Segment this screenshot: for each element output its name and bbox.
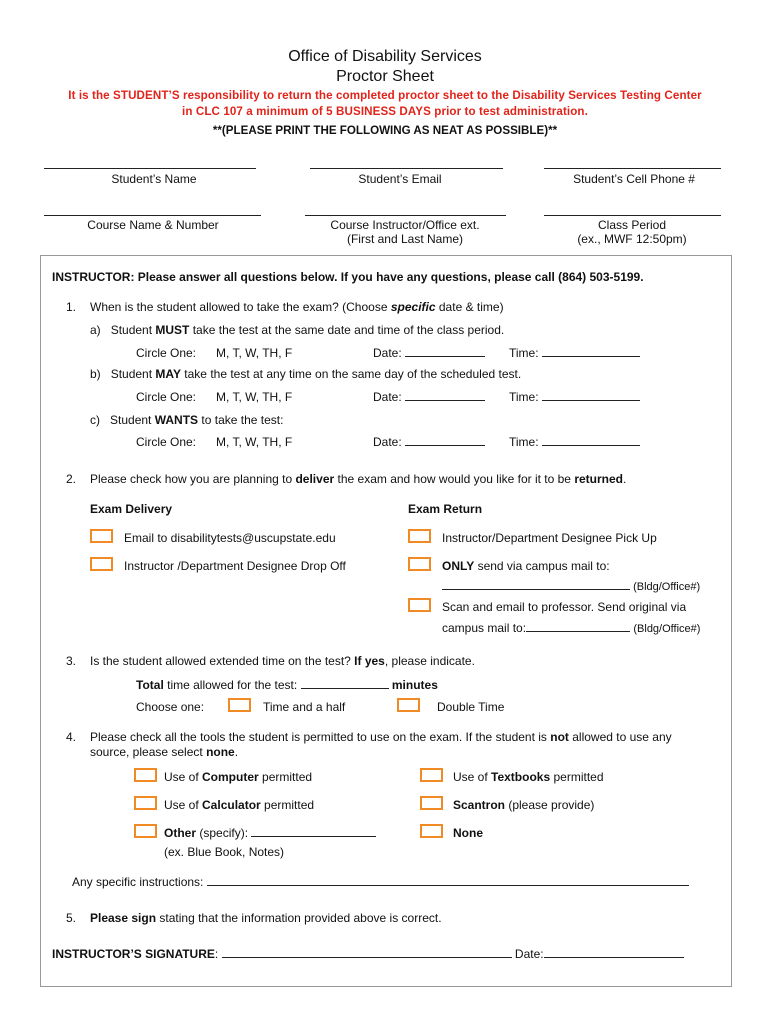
time-a[interactable]: Time:	[509, 346, 640, 360]
delivery-dropoff-label: Instructor /Department Designee Drop Off	[124, 559, 346, 573]
q3-number: 3.	[66, 654, 77, 668]
q1-option-b: b) Student MAY take the test at any time on the same day of the scheduled test.	[90, 367, 522, 381]
period-label-1: Class Period	[597, 218, 667, 232]
return-heading: Exam Return	[408, 502, 483, 516]
return-pickup-label: Instructor/Department Designee Pick Up	[442, 531, 657, 545]
scantron-label: Scantron (please provide)	[453, 798, 595, 812]
student-name-label: Student’s Name	[111, 172, 197, 186]
q5-text: Please sign stating that the information provided above is correct.	[90, 911, 442, 925]
period-line[interactable]	[544, 215, 721, 216]
time-and-half-label: Time and a half	[263, 700, 346, 714]
student-name-line[interactable]	[44, 168, 256, 169]
period-label	[540, 218, 724, 246]
q2-text: Please check how you are planning to deliver the exam and how would you like for it to be returned.	[90, 472, 627, 486]
time-c[interactable]: Time:	[509, 435, 640, 449]
circle-one-a: Circle One:	[136, 346, 197, 360]
student-phone-line[interactable]	[544, 168, 721, 169]
q3-text: Is the student allowed extended time on the test? If yes, please indicate.	[90, 654, 475, 668]
delivery-dropoff-checkbox[interactable]	[90, 557, 113, 571]
instructor-label-2: (First and Last Name)	[346, 232, 464, 246]
days-c[interactable]: M, T, W, TH, F	[216, 435, 293, 449]
q2-number: 2.	[66, 472, 77, 486]
q4-text-1: Please check all the tools the student is permitted to use on the exam. If the student is not allowed to use any	[90, 730, 672, 744]
computer-checkbox[interactable]	[134, 768, 157, 782]
delivery-email-checkbox[interactable]	[90, 529, 113, 543]
date-a[interactable]: Date:	[373, 346, 485, 360]
total-time-field[interactable]: Total time allowed for the test: minutes	[136, 678, 438, 692]
warning-line-1: It is the STUDENT’S responsibility to return the completed proctor sheet to the Disability Services Testing Center	[68, 89, 702, 102]
none-checkbox[interactable]	[420, 824, 443, 838]
return-mail-label: ONLY send via campus mail to:	[442, 559, 610, 573]
circle-one-b: Circle One:	[136, 390, 197, 404]
other-label[interactable]: Other (specify):	[164, 826, 376, 840]
time-b[interactable]: Time:	[509, 390, 640, 404]
return-scan-label-2[interactable]: campus mail to: (Bldg/Office#)	[442, 621, 701, 635]
computer-label: Use of Computer permitted	[164, 770, 313, 784]
q4-text-2: source, please select none.	[90, 745, 239, 759]
textbooks-label: Use of Textbooks permitted	[453, 770, 604, 784]
days-b[interactable]: M, T, W, TH, F	[216, 390, 293, 404]
period-label-2: (ex., MWF 12:50pm)	[577, 232, 687, 246]
return-scan-checkbox[interactable]	[408, 598, 431, 612]
double-time-checkbox[interactable]	[397, 698, 420, 712]
q1-option-a: a) Student MUST take the test at the same date and time of the class period.	[90, 323, 505, 337]
q4-number: 4.	[66, 730, 77, 744]
student-email-label: Student’s Email	[358, 172, 442, 186]
specific-instructions-field[interactable]: Any specific instructions:	[72, 875, 689, 889]
days-a[interactable]: M, T, W, TH, F	[216, 346, 293, 360]
instructor-line[interactable]	[305, 215, 506, 216]
other-example: (ex. Blue Book, Notes)	[164, 845, 285, 859]
delivery-heading: Exam Delivery	[90, 502, 173, 516]
time-and-half-checkbox[interactable]	[228, 698, 251, 712]
calculator-label: Use of Calculator permitted	[164, 798, 315, 812]
course-line[interactable]	[44, 215, 261, 216]
return-mail-checkbox[interactable]	[408, 557, 431, 571]
textbooks-checkbox[interactable]	[420, 768, 443, 782]
return-mail-bldg[interactable]: (Bldg/Office#)	[442, 579, 700, 593]
q1-option-c: c) Student WANTS to take the test:	[90, 413, 284, 427]
instructor-label	[300, 218, 510, 246]
return-scan-label-1: Scan and email to professor. Send original via	[442, 600, 687, 614]
q1-number: 1.	[66, 300, 77, 314]
form-title: Office of Disability Services	[288, 48, 482, 65]
other-checkbox[interactable]	[134, 824, 157, 838]
course-label: Course Name & Number	[87, 218, 219, 232]
signature-field[interactable]: INSTRUCTOR’S SIGNATURE: Date:	[52, 947, 684, 961]
calculator-checkbox[interactable]	[134, 796, 157, 810]
warning-line-2: in CLC 107 a minimum of 5 BUSINESS DAYS prior to test administration.	[182, 105, 588, 118]
q1-text: When is the student allowed to take the exam? (Choose specific date & time)	[90, 300, 504, 314]
circle-one-c: Circle One:	[136, 435, 197, 449]
double-time-label: Double Time	[437, 700, 505, 714]
print-note: **(PLEASE PRINT THE FOLLOWING AS NEAT AS POSSIBLE)**	[212, 124, 558, 137]
date-b[interactable]: Date:	[373, 390, 485, 404]
return-pickup-checkbox[interactable]	[408, 529, 431, 543]
date-c[interactable]: Date:	[373, 435, 485, 449]
delivery-email-label: Email to disabilitytests@uscupstate.edu	[124, 531, 336, 545]
student-phone-label: Student’s Cell Phone #	[573, 172, 695, 186]
form-subtitle: Proctor Sheet	[336, 68, 434, 85]
none-label: None	[453, 826, 483, 840]
scantron-checkbox[interactable]	[420, 796, 443, 810]
instructor-note: INSTRUCTOR: Please answer all questions below. If you have any questions, please call (864) 503-5199.	[52, 270, 644, 284]
choose-one-label: Choose one:	[136, 700, 205, 714]
instructor-label-1: Course Instructor/Office ext.	[330, 218, 480, 232]
student-email-line[interactable]	[310, 168, 503, 169]
q5-number: 5.	[66, 911, 77, 925]
